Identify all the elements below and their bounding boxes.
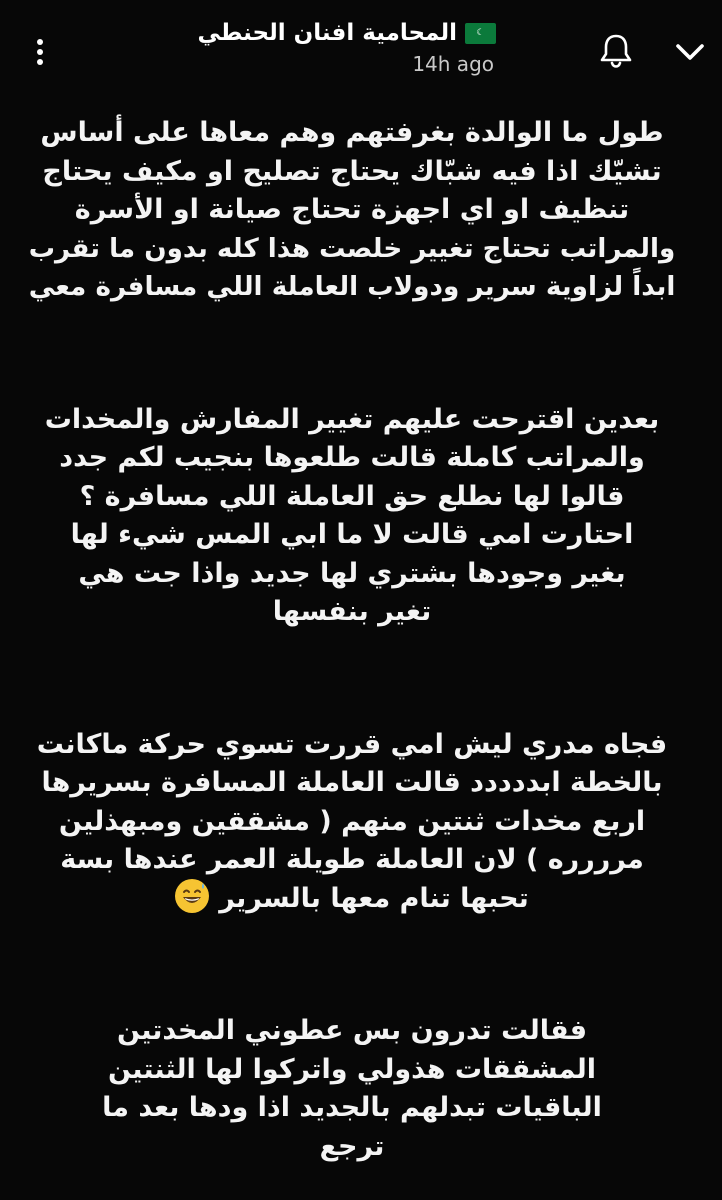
caption-line: فقالت تدرون بس عطوني المخدتين bbox=[116, 1015, 588, 1046]
bell-icon bbox=[599, 32, 633, 68]
author-name[interactable]: المحامية افنان الحنطي bbox=[197, 20, 457, 46]
caption-line: تحبها تنام معها بالسرير bbox=[219, 882, 529, 914]
caption-line-with-emoji bbox=[22, 880, 682, 919]
more-icon bbox=[25, 37, 55, 67]
caption-line: اربع مخدات ثنتين منهم ( مشققين ومبهذلين bbox=[58, 805, 646, 837]
story-caption bbox=[22, 114, 682, 1166]
caption-line: طول ما الوالدة بغرفتهم وهم معاها على أساس bbox=[40, 117, 664, 148]
story-author[interactable] bbox=[197, 20, 496, 76]
more-options-button[interactable] bbox=[20, 32, 60, 72]
caption-line: ترجع bbox=[319, 1130, 385, 1162]
caption-line: والمراتب تحتاج تغيير خلصت هذا كله بدون ما تقرب bbox=[28, 233, 676, 264]
post-time: 14h ago bbox=[412, 52, 494, 76]
caption-line: تنظيف او اي اجهزة تحتاج صيانة او الأسرة bbox=[74, 194, 630, 225]
caption-line: المشققات هذولي واتركوا لها الثنتين bbox=[108, 1053, 596, 1085]
caption-line: بالخطة ابددددد قالت العاملة المسافرة بسريرها bbox=[41, 767, 663, 798]
caption-line: بعدين اقترحت عليهم تغيير المفارش والمخدات bbox=[44, 403, 660, 435]
caption-line: تغير بنفسها bbox=[272, 596, 432, 627]
caption-line: احتارت امي قالت لا ما ابي المس شيء لها bbox=[70, 519, 634, 550]
saudi-flag-icon: ☾ bbox=[465, 23, 496, 44]
caption-paragraph bbox=[22, 1012, 682, 1166]
caption-line: قالوا لها نطلع حق العاملة اللي مسافرة ؟ bbox=[79, 480, 625, 512]
caption-line: فجاه مدري ليش امي قررت تسوي حركة ماكانت bbox=[36, 728, 668, 760]
grinning-sweat-emoji bbox=[175, 879, 209, 913]
caption-line: والمراتب كاملة قالت طلعوها بنجيب لكم جدد bbox=[59, 442, 645, 473]
story-header bbox=[0, 0, 722, 100]
caption-paragraph bbox=[22, 726, 682, 919]
close-story-button[interactable] bbox=[670, 32, 710, 72]
caption-paragraph bbox=[22, 114, 682, 307]
caption-paragraph bbox=[22, 401, 682, 632]
caption-line: مرررره ) لان العاملة طويلة العمر عندها بسة bbox=[60, 844, 644, 875]
chevron-down-icon bbox=[675, 42, 705, 62]
caption-line: ابداً لزاوية سرير ودولاب العاملة اللي مسافرة معي bbox=[28, 272, 676, 302]
caption-line: الباقيات تبدلهم بالجديد اذا ودها بعد ما bbox=[102, 1092, 602, 1123]
notify-button[interactable] bbox=[596, 30, 636, 70]
caption-line: بغير وجودها بشتري لها جديد واذا جت هي bbox=[78, 557, 626, 589]
caption-line: تشيّك اذا فيه شبّاك يحتاج تصليح او مكيف يحتاج bbox=[42, 155, 662, 187]
